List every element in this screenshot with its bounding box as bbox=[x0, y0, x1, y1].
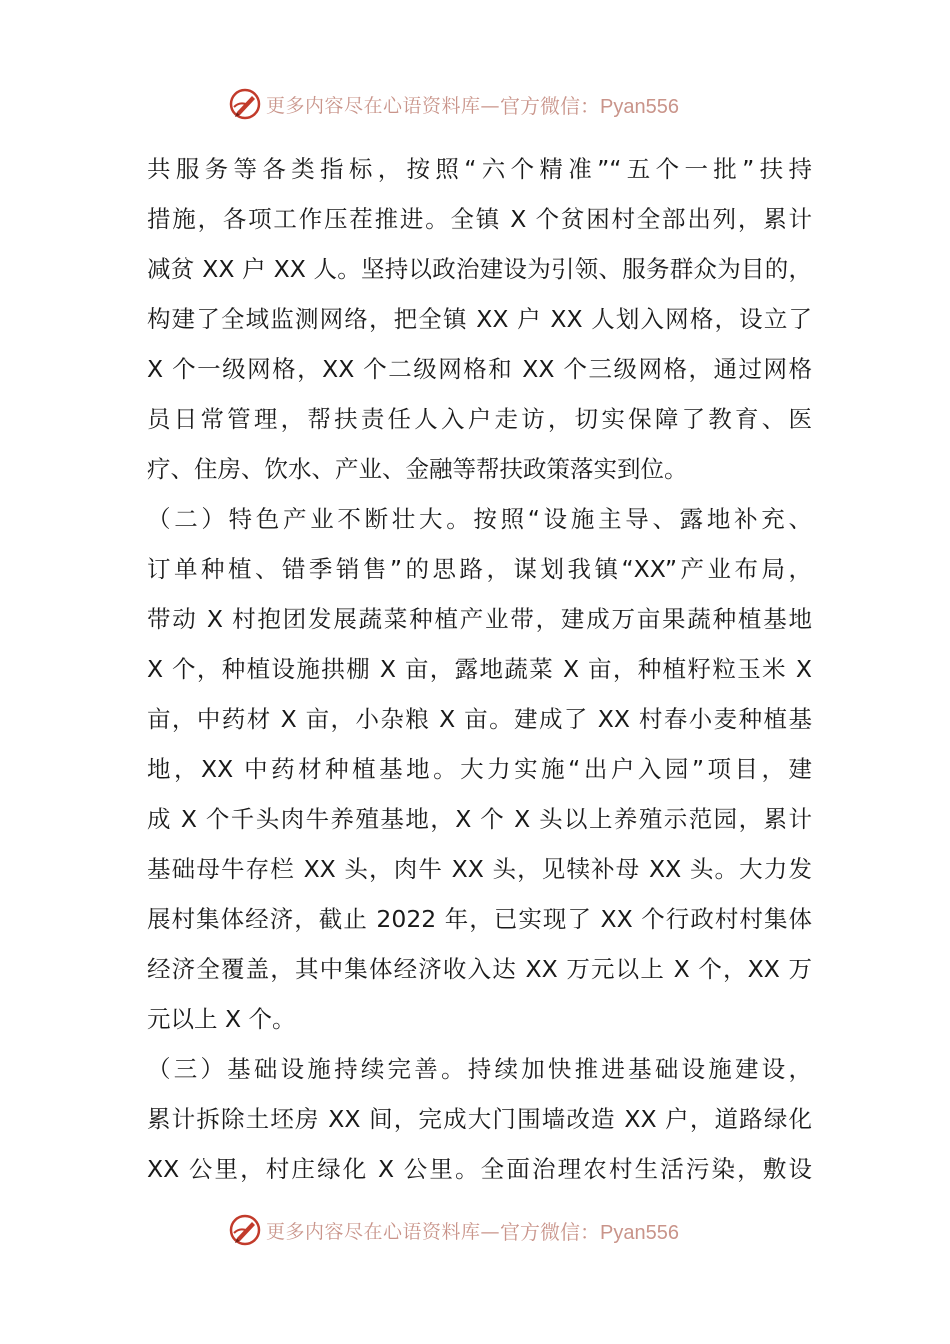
section-heading-line: （二）特色产业不断壮大。按照“设施主导、露地补充、 bbox=[147, 505, 812, 533]
text-line: 措施，各项工作压茬推进。全镇 X 个贫困村全部出列，累计 bbox=[147, 205, 812, 233]
text-line: XX 公里，村庄绿化 X 公里。全面治理农村生活污染，敷设 bbox=[147, 1155, 812, 1183]
text-line: 疗、住房、饮水、产业、金融等帮扶政策落实到位。 bbox=[147, 455, 688, 483]
text-line: 亩，中药材 X 亩，小杂粮 X 亩。建成了 XX 村春小麦种植基 bbox=[147, 705, 812, 733]
header-watermark-wechat: 官方微信：Pyan556 bbox=[500, 95, 679, 118]
footer-watermark bbox=[228, 1212, 728, 1248]
text-line: 元以上 X 个。 bbox=[147, 1005, 296, 1033]
text-line: 基础母牛存栏 XX 头，肉牛 XX 头，见犊补母 XX 头。大力发 bbox=[147, 855, 812, 883]
text-line: 共服务等各类指标，按照“六个精准”“五个一批”扶持 bbox=[147, 155, 812, 183]
header-watermark bbox=[228, 86, 728, 122]
text-line: 构建了全域监测网络，把全镇 XX 户 XX 人划入网格，设立了 bbox=[147, 305, 812, 333]
header-watermark-text: 更多内容尽在心语资料库— bbox=[266, 94, 501, 117]
text-line: X 个，种植设施拱棚 X 亩，露地蔬菜 X 亩，种植籽粒玉米 X bbox=[147, 655, 812, 683]
footer-watermark-text: 更多内容尽在心语资料库— bbox=[266, 1220, 501, 1243]
footer-watermark-wechat: 官方微信：Pyan556 bbox=[500, 1221, 679, 1244]
pen-logo-icon bbox=[228, 87, 262, 121]
text-line: 成 X 个千头肉牛养殖基地，X 个 X 头以上养殖示范园，累计 bbox=[147, 805, 812, 833]
text-line: 员日常管理，帮扶责任人入户走访，切实保障了教育、医 bbox=[147, 405, 812, 433]
text-line: 带动 X 村抱团发展蔬菜种植产业带，建成万亩果蔬种植基地 bbox=[147, 605, 812, 633]
text-line: 累计拆除土坯房 XX 间，完成大门围墙改造 XX 户，道路绿化 bbox=[147, 1105, 812, 1133]
text-line: 展村集体经济，截止 2022 年，已实现了 XX 个行政村村集体 bbox=[147, 905, 812, 933]
text-line: X 个一级网格，XX 个二级网格和 XX 个三级网格，通过网格 bbox=[147, 355, 812, 383]
section-heading-line: （三）基础设施持续完善。持续加快推进基础设施建设， bbox=[147, 1055, 812, 1083]
body-text bbox=[147, 144, 812, 1194]
text-line: 订单种植、错季销售”的思路，谋划我镇“XX”产业布局， bbox=[147, 555, 812, 583]
text-line: 经济全覆盖，其中集体经济收入达 XX 万元以上 X 个，XX 万 bbox=[147, 955, 812, 983]
pen-logo-icon bbox=[228, 1213, 262, 1247]
text-line: 地，XX 中药材种植基地。大力实施“出户入园”项目，建 bbox=[147, 755, 812, 783]
text-line: 减贫 XX 户 XX 人。坚持以政治建设为引领、服务群众为目的， bbox=[147, 255, 812, 283]
